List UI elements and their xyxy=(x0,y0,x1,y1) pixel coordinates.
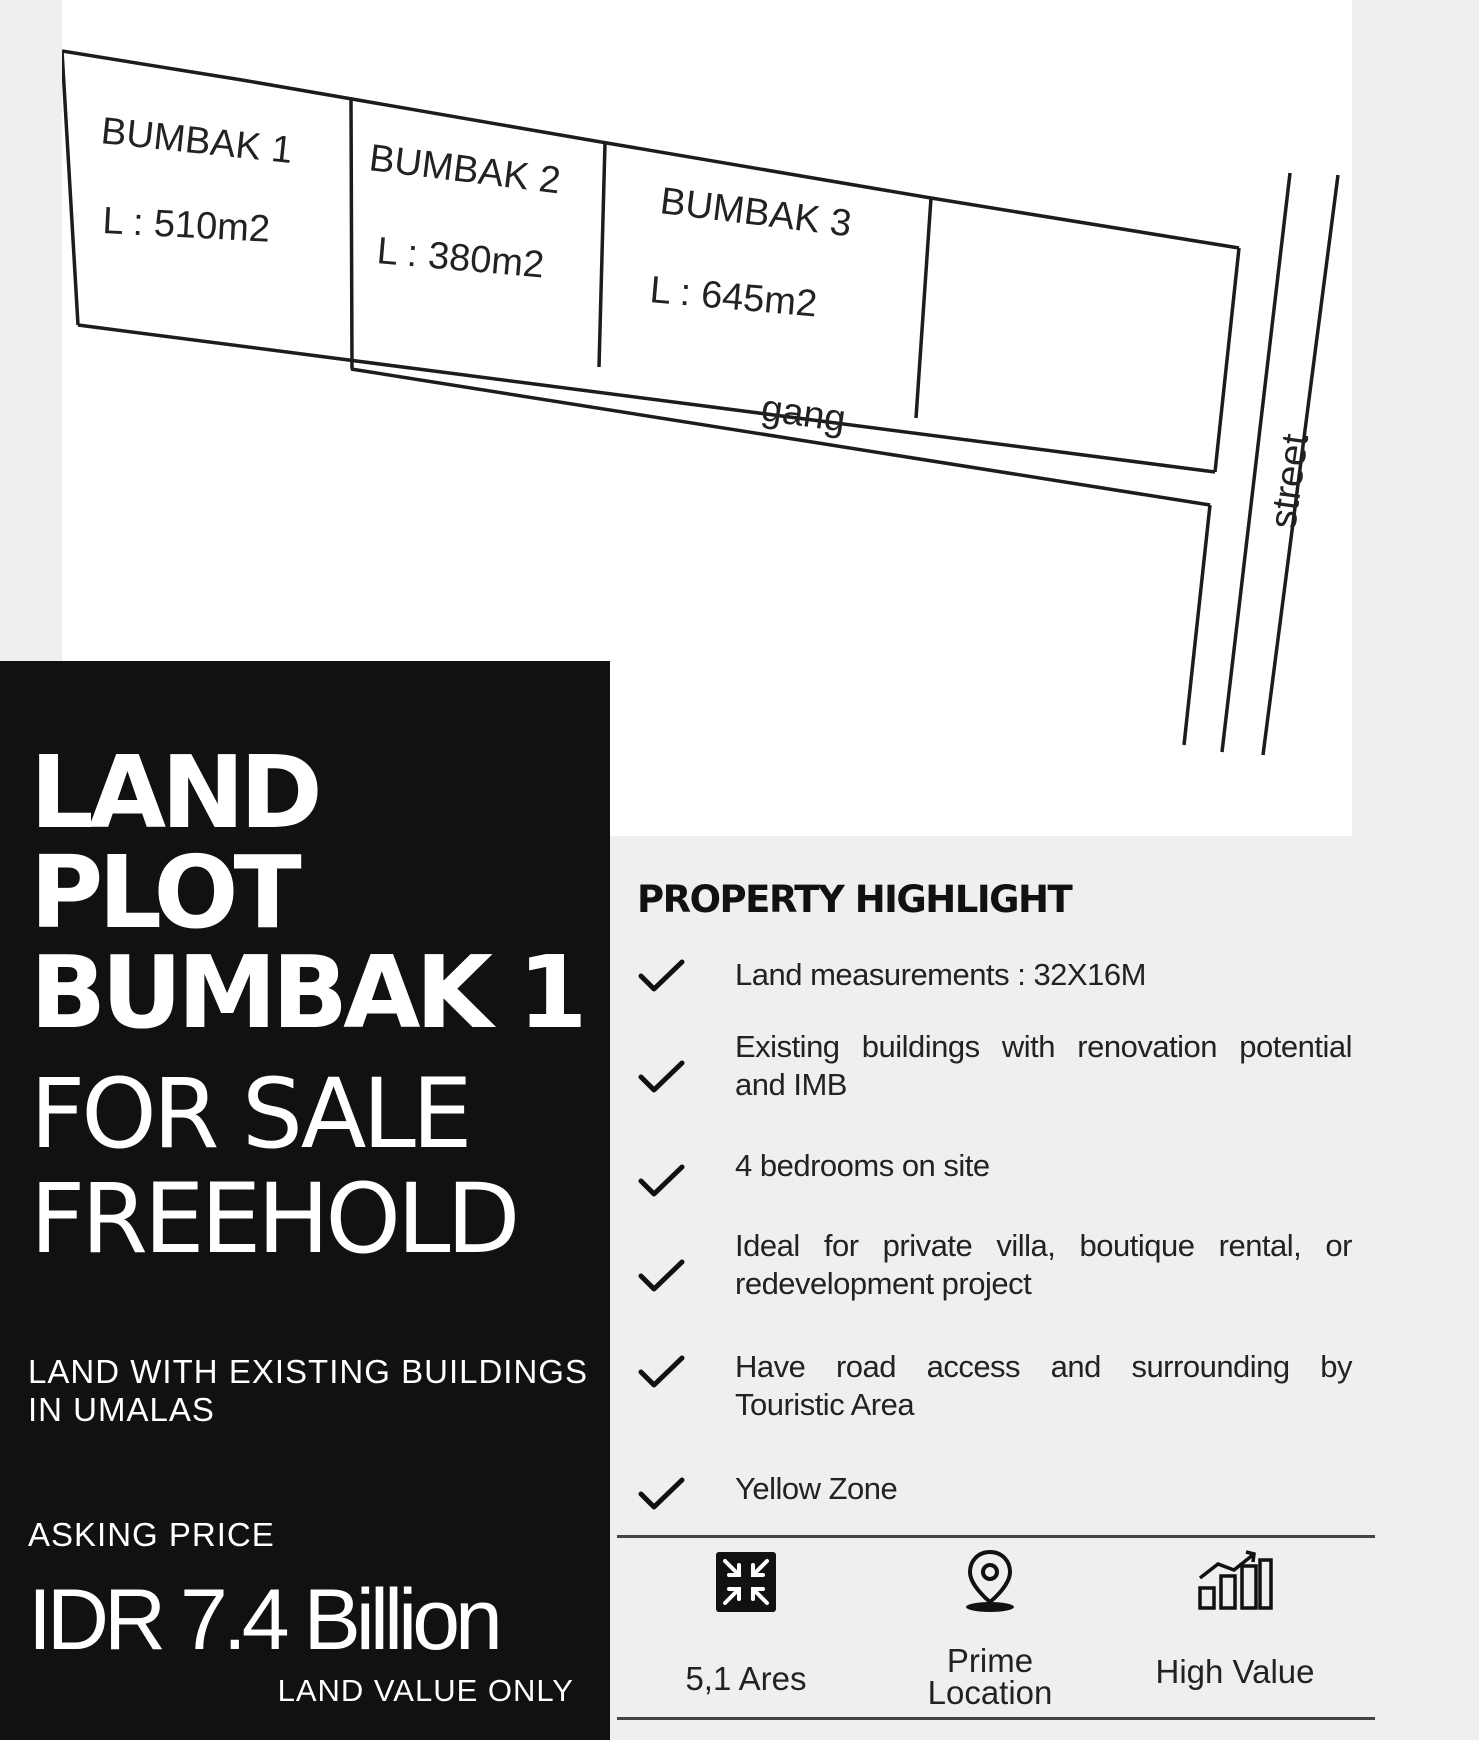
check-icon xyxy=(637,1352,687,1392)
check-icon xyxy=(637,956,687,996)
check-icon xyxy=(637,1256,687,1296)
plot-2-area: L : 380m2 xyxy=(375,230,546,287)
gang-label: gang xyxy=(758,387,849,441)
check-icon xyxy=(637,1474,687,1514)
location-pin-icon xyxy=(960,1548,1020,1614)
listing-subtitle: LAND WITH EXISTING BUILDINGS IN UMALAS xyxy=(28,1353,588,1428)
plot-1-name: BUMBAK 1 xyxy=(99,110,295,173)
plot-3-name: BUMBAK 3 xyxy=(657,180,854,246)
highlight-text: 4 bedrooms on site xyxy=(735,1148,990,1183)
asking-price-value: IDR 7.4 Billion xyxy=(28,1572,498,1668)
features-divider-top xyxy=(617,1535,1375,1538)
check-icon xyxy=(637,1161,687,1201)
feature-location xyxy=(890,1548,1090,1711)
growth-chart-icon xyxy=(1196,1548,1274,1612)
plot-east-boundary xyxy=(1215,248,1239,472)
title-line-bumbak: BUMBAK 1 xyxy=(30,934,583,1051)
highlight-text: Land measurements : 32X16M xyxy=(735,957,1146,992)
plot-2-name: BUMBAK 2 xyxy=(366,137,563,203)
plot-1-area: L : 510m2 xyxy=(101,200,272,251)
sale-line-freehold: FREEHOLD xyxy=(30,1163,517,1275)
check-icon xyxy=(637,1057,687,1097)
highlight-text: Yellow Zone xyxy=(735,1471,898,1506)
feature-value xyxy=(1135,1548,1335,1690)
feature-value-label: High Value xyxy=(1155,1653,1315,1690)
highlight-text: Existing buildings with renovation potential and IMB xyxy=(735,1029,1352,1102)
listing-panel xyxy=(0,661,610,1740)
sale-line-for-sale: FOR SALE xyxy=(30,1058,469,1170)
plot-3-area: L : 645m2 xyxy=(648,269,819,326)
title-line-land: LAND xyxy=(30,734,318,851)
plot-west-boundary xyxy=(62,51,78,325)
plot-divider-1 xyxy=(351,100,352,369)
area-icon xyxy=(715,1551,777,1613)
street-label: street xyxy=(1262,431,1318,532)
street-west-edge xyxy=(1184,505,1210,745)
price-note: LAND VALUE ONLY xyxy=(277,1673,574,1708)
highlights-title: PROPERTY HIGHLIGHT xyxy=(637,878,1072,921)
highlight-text: Have road access and surrounding by Touristic Area xyxy=(735,1349,1352,1422)
features-divider-bottom xyxy=(617,1717,1375,1720)
asking-price-label: ASKING PRICE xyxy=(28,1516,275,1553)
plot-divider-2 xyxy=(599,143,605,367)
feature-area-label: 5,1 Ares xyxy=(685,1660,807,1697)
plot-divider-3 xyxy=(916,198,931,418)
feature-area xyxy=(646,1551,846,1697)
highlight-text: Ideal for private villa, boutique rental, or redevelopment project xyxy=(735,1228,1352,1301)
gang-north-edge xyxy=(78,325,1215,472)
feature-location-label: Prime Location xyxy=(927,1642,1053,1711)
title-line-plot: PLOT xyxy=(30,834,297,951)
